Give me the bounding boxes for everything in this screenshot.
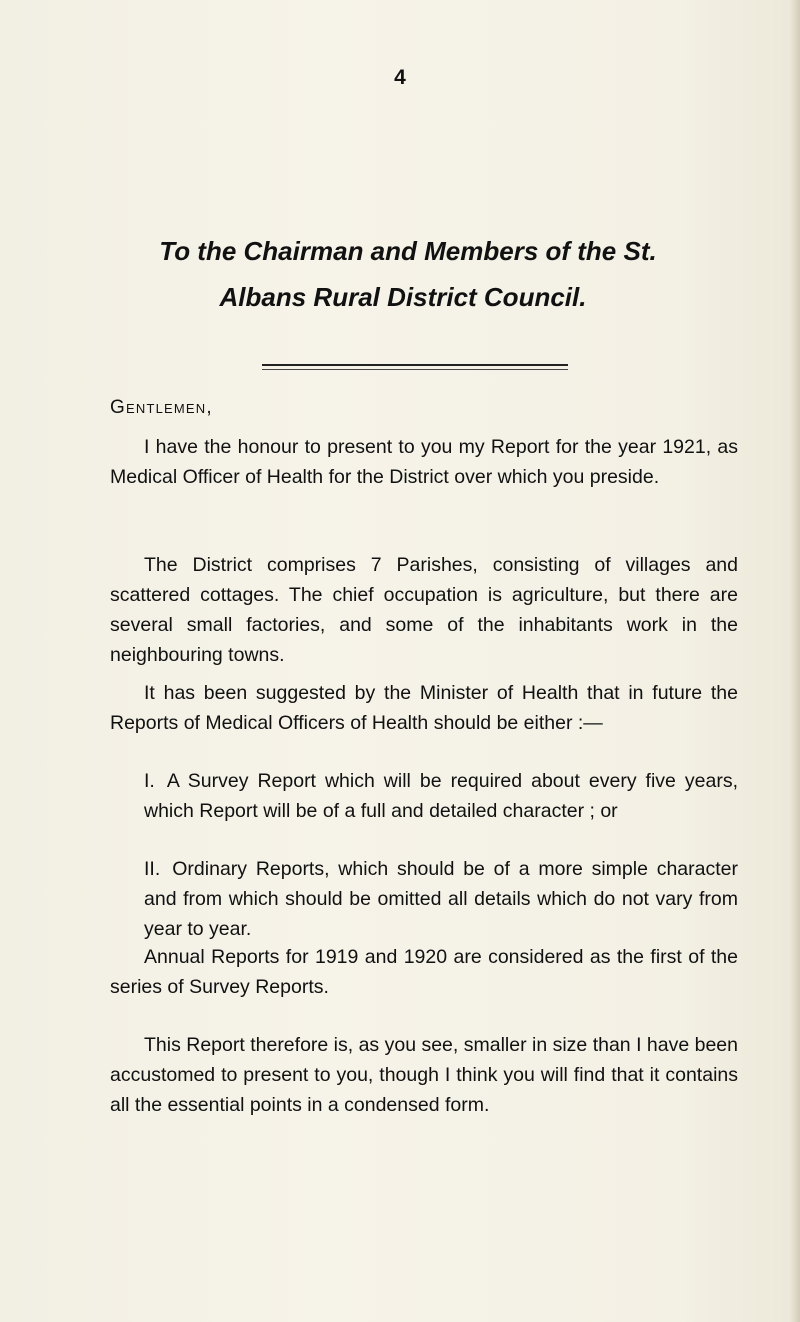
paragraph-conclusion: This Report therefore is, as you see, smaller in size than I have been accustomed to present to you, though I think you will find that it contains all the essential points in a condensed form.: [110, 1034, 738, 1116]
list-item-ordinary: [144, 854, 738, 944]
list-item-survey: [144, 766, 738, 826]
page-title: [0, 228, 800, 320]
title-divider: [262, 364, 568, 366]
list-text: Ordinary Reports, which should be of a more simple character and from which should be omitted all details which do not vary from year to year.: [144, 858, 738, 940]
title-line-2: Albans Rural District Council.: [219, 282, 587, 312]
salutation: Gentlemen,: [110, 397, 213, 418]
title-line-1: To the Chairman and Members of the St.: [159, 236, 657, 266]
list-text: A Survey Report which will be required about every five years, which Report will be of a full and detailed character ; or: [144, 770, 738, 822]
page-number: 4: [394, 66, 406, 89]
list-number: II.: [144, 858, 161, 880]
paragraph-district: The District comprises 7 Parishes, consisting of villages and scattered cottages. The chief occupation is agriculture, but there are several small factories, and some of the inhabitants work in the neighbouring towns.: [110, 554, 738, 666]
list-number: I.: [144, 770, 155, 792]
paragraph-intro: I have the honour to present to you my Report for the year 1921, as Medical Officer of Health for the District over which you preside.: [110, 436, 738, 488]
page-edge-shadow: [790, 0, 800, 1322]
paragraph-suggestion: It has been suggested by the Minister of Health that in future the Reports of Medical Officers of Health should be either :—: [110, 682, 738, 734]
paragraph-annual-reports: Annual Reports for 1919 and 1920 are considered as the first of the series of Survey Reports.: [110, 946, 738, 998]
title-divider-thin: [262, 369, 568, 370]
